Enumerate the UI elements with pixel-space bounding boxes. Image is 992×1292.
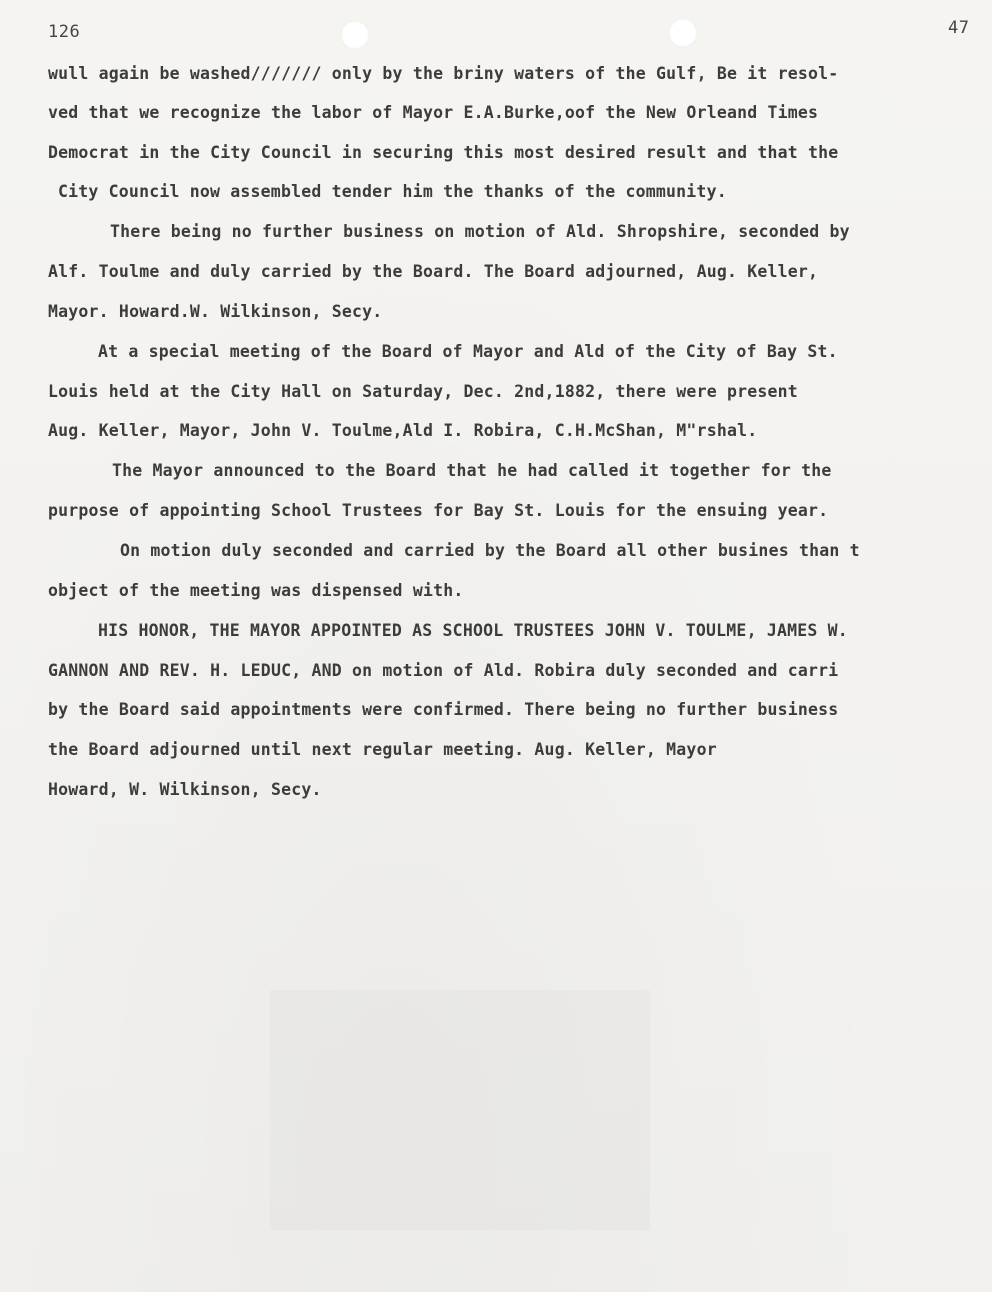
text-line: Mayor. Howard.W. Wilkinson, Secy. [48, 302, 383, 321]
text-line: Louis held at the City Hall on Saturday, Dec. 2nd,1882, there were present [48, 382, 798, 401]
text-line: There being no further business on motion of Ald. Shropshire, seconded by [110, 222, 850, 241]
text-line: wull again be washed/////// only by the briny waters of the Gulf, Be it resol- [48, 64, 839, 83]
text-line: On motion duly seconded and carried by the Board all other busines than t [120, 541, 860, 560]
text-line: City Council now assembled tender him the thanks of the community. [58, 182, 727, 201]
text-line: At a special meeting of the Board of Mayor and Ald of the City of Bay St. [98, 342, 838, 361]
text-line: by the Board said appointments were confirmed. There being no further business [48, 700, 839, 719]
text-line: object of the meeting was dispensed with. [48, 581, 464, 600]
text-line: purpose of appointing School Trustees for Bay St. Louis for the ensuing year. [48, 501, 829, 520]
text-line: the Board adjourned until next regular meeting. Aug. Keller, Mayor [48, 740, 717, 759]
punch-hole [340, 20, 370, 50]
paper-stain [270, 990, 650, 1230]
text-line: The Mayor announced to the Board that he had called it together for the [112, 461, 832, 480]
text-line: Democrat in the City Council in securing this most desired result and that the [48, 143, 839, 162]
text-line: Aug. Keller, Mayor, John V. Toulme,Ald I. Robira, C.H.McShan, M"rshal. [48, 421, 758, 440]
punch-hole [668, 18, 698, 48]
text-line: Alf. Toulme and duly carried by the Board. The Board adjourned, Aug. Keller, [48, 262, 819, 281]
text-line: ved that we recognize the labor of Mayor E.A.Burke,oof the New Orleand Times [48, 103, 819, 122]
text-line: HIS HONOR, THE MAYOR APPOINTED AS SCHOOL TRUSTEES JOHN V. TOULME, JAMES W. [98, 621, 848, 640]
page-number-left: 126 [48, 22, 81, 42]
page-number-right: 47 [948, 18, 970, 38]
text-line: Howard, W. Wilkinson, Secy. [48, 780, 322, 799]
text-line: GANNON AND REV. H. LEDUC, AND on motion of Ald. Robira duly seconded and carri [48, 661, 839, 680]
